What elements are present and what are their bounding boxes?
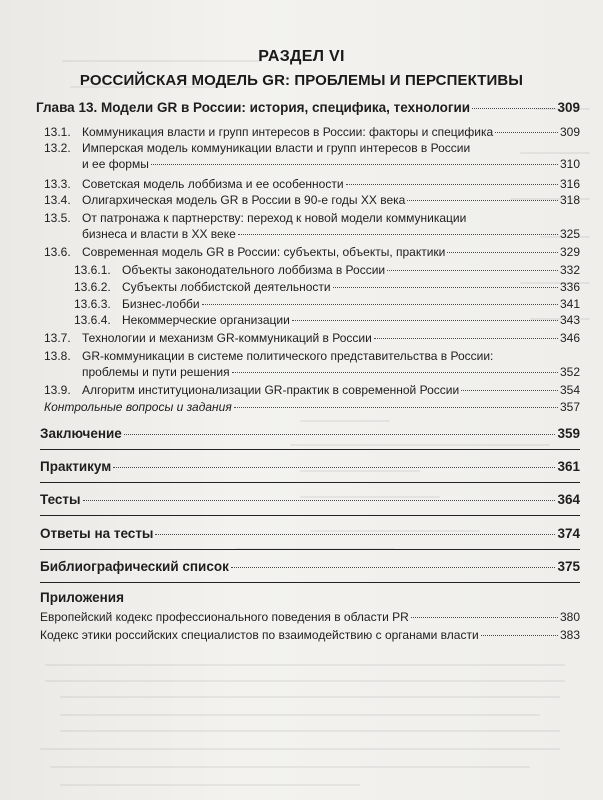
control-questions-title: Контрольные вопросы и задания — [44, 400, 232, 414]
dot-leader — [202, 304, 558, 305]
dot-leader — [387, 270, 558, 271]
entry-title-continued: проблемы и пути решения — [82, 365, 230, 379]
toc-entry-13-9 — [44, 383, 580, 397]
entry-number: 13.8. — [44, 349, 71, 363]
entry-page: 343 — [559, 313, 580, 327]
entry-page: 336 — [559, 280, 580, 294]
divider — [40, 449, 580, 450]
entry-number: 13.6.1. — [74, 263, 111, 277]
appendix-item-page: 383 — [559, 628, 580, 642]
divider — [40, 582, 580, 583]
section-number: РАЗДЕЛ VI — [258, 48, 345, 65]
dot-leader — [411, 617, 558, 618]
toc-entry-13-1 — [44, 125, 580, 139]
entry-page: 352 — [559, 365, 580, 379]
section-page: 374 — [557, 526, 580, 541]
divider — [40, 515, 580, 516]
dot-leader — [83, 500, 556, 501]
section-title: Тесты — [40, 492, 81, 507]
toc-test-answers — [40, 526, 580, 541]
entry-title-continued: и ее формы — [82, 157, 149, 171]
toc-conclusion — [40, 426, 580, 441]
entry-title: Современная модель GR в России: субъекты, объекты, практики — [82, 245, 446, 259]
entry-page: 318 — [559, 193, 580, 207]
chapter-heading — [36, 100, 580, 115]
entry-page: 310 — [559, 157, 580, 171]
section-title: Библиографический список — [40, 559, 229, 574]
entry-number: 13.1. — [44, 125, 71, 139]
entry-title: От патронажа к партнерству: переход к новой модели коммуникации — [82, 211, 467, 225]
entry-title: Имперская модель коммуникации власти и групп интересов в России — [82, 141, 471, 155]
entry-page: 309 — [559, 125, 580, 139]
entry-title: Бизнес-лобби — [122, 297, 200, 311]
entry-title: GR-коммуникации в системе политического представительства в России: — [82, 349, 494, 363]
entry-title-continued: бизнеса и власти в XX веке — [82, 227, 236, 241]
control-questions-page: 357 — [559, 400, 580, 414]
dot-leader — [151, 164, 558, 165]
entry-page: 329 — [559, 245, 580, 259]
toc-entry-13-2 — [44, 141, 580, 155]
dot-leader — [234, 407, 558, 408]
dot-leader — [374, 338, 558, 339]
section-page: 375 — [557, 559, 580, 574]
entry-page: 346 — [559, 331, 580, 345]
appendix-title — [40, 590, 580, 605]
entry-number: 13.6. — [44, 245, 71, 259]
entry-number: 13.2. — [44, 141, 71, 155]
entry-title: Некоммерческие организации — [122, 313, 290, 327]
section-page: 359 — [557, 426, 580, 441]
appendix-heading: Приложения — [40, 590, 124, 605]
dot-leader — [495, 132, 558, 133]
entry-number: 13.7. — [44, 331, 71, 345]
toc-entry-13-5-cont — [82, 227, 580, 241]
toc-entry-13-6-4 — [74, 313, 580, 327]
dot-leader — [124, 434, 556, 435]
appendix-item-2 — [40, 628, 580, 642]
dot-leader — [231, 567, 556, 568]
entry-title: Технологии и механизм GR-коммуникаций в России — [82, 331, 372, 345]
dot-leader — [238, 234, 558, 235]
appendix-item-title: Кодекс этики российских специалистов по взаимодействию с органами власти — [40, 628, 479, 642]
section-title: РОССИЙСКАЯ МОДЕЛЬ GR: ПРОБЛЕМЫ И ПЕРСПЕКТИВЫ — [79, 72, 524, 89]
section-title: Заключение — [40, 426, 122, 441]
section-page: 361 — [557, 459, 580, 474]
entry-title: Субъекты лоббистской деятельности — [122, 280, 331, 294]
toc-entry-13-8-cont — [82, 365, 580, 379]
toc-entry-13-8 — [44, 349, 580, 363]
entry-title: Советская модель лоббизма и ее особенности — [82, 177, 344, 191]
dot-leader — [155, 534, 555, 535]
divider — [40, 549, 580, 550]
dot-leader — [407, 200, 558, 201]
dot-leader — [481, 635, 558, 636]
divider — [40, 482, 580, 483]
chapter-title: Глава 13. Модели GR в России: история, специфика, технологии — [36, 100, 471, 115]
dot-leader — [472, 108, 555, 109]
entry-page: 354 — [559, 383, 580, 397]
toc-entry-13-4 — [44, 193, 580, 207]
toc-entry-13-6-3 — [74, 297, 580, 311]
toc-bibliography — [40, 559, 580, 574]
entry-number: 13.6.2. — [74, 280, 111, 294]
entry-page: 325 — [559, 227, 580, 241]
section-title: Ответы на тесты — [40, 526, 154, 541]
dot-leader — [461, 390, 558, 391]
section-title: Практикум — [40, 459, 112, 474]
dot-leader — [292, 320, 558, 321]
toc-tests — [40, 492, 580, 507]
chapter-page: 309 — [557, 100, 580, 115]
dot-leader — [333, 287, 558, 288]
entry-title: Коммуникация власти и групп интересов в России: факторы и специфика — [82, 125, 494, 139]
toc-entry-13-6-1 — [74, 263, 580, 277]
dot-leader — [232, 372, 558, 373]
toc-entry-13-3 — [44, 177, 580, 191]
dot-leader — [447, 252, 558, 253]
dot-leader — [346, 184, 558, 185]
toc-entry-13-6 — [44, 245, 580, 259]
entry-title: Объекты законодательного лоббизма в России — [122, 263, 386, 277]
entry-number: 13.6.4. — [74, 313, 111, 327]
entry-number: 13.6.3. — [74, 297, 111, 311]
appendix-item-title: Европейский кодекс профессионального поведения в области PR — [40, 610, 409, 624]
toc-entry-13-5 — [44, 211, 580, 225]
entry-number: 13.4. — [44, 193, 71, 207]
toc-entry-13-6-2 — [74, 280, 580, 294]
entry-number: 13.5. — [44, 211, 71, 225]
toc-practicum — [40, 459, 580, 474]
appendix-item-page: 380 — [559, 610, 580, 624]
entry-title: Олигархическая модель GR в России в 90-е годы XX века — [82, 193, 406, 207]
entry-number: 13.3. — [44, 177, 71, 191]
toc-entry-13-2-cont — [82, 157, 580, 171]
entry-page: 341 — [559, 297, 580, 311]
dot-leader — [113, 467, 555, 468]
entry-page: 332 — [559, 263, 580, 277]
entry-title: Алгоритм институционализации GR-практик в современной России — [82, 383, 460, 397]
toc-control-questions — [44, 400, 580, 414]
entry-number: 13.9. — [44, 383, 71, 397]
entry-page: 316 — [559, 177, 580, 191]
section-page: 364 — [557, 492, 580, 507]
appendix-item-1 — [40, 610, 580, 624]
toc-entry-13-7 — [44, 331, 580, 345]
